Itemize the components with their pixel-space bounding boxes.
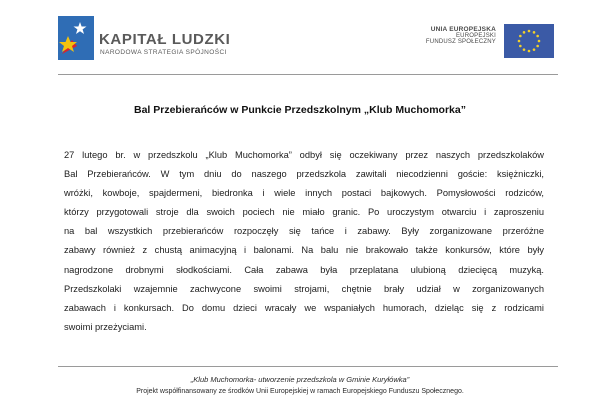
eu-star-icon: [519, 35, 522, 38]
body-line: którzy przygotowali stroje dla swoich pociech nie miało granic. Po uroczystym otwarciu i zaproszeniu: [64, 207, 544, 218]
eu-line-1: UNIA EUROPEJSKA: [430, 26, 496, 33]
header-divider: [58, 74, 558, 75]
eu-star-icon: [519, 45, 522, 48]
body-line: Przedszkolaki wzajemnie zachwycone swoimi strojami, chętnie brały udział w zorganizowanych: [64, 283, 544, 294]
footer-funding-note: Projekt współfinansowany ze środków Unii Europejskiej w ramach Europejskiego Funduszu Społecznego.: [136, 388, 464, 395]
eu-text-block: [426, 26, 496, 45]
body-line: zabawy również z chustą animacyjną i balonami. Na balu nie brakowało także konkursów, które były: [64, 245, 544, 256]
eu-star-icon: [536, 35, 539, 38]
eu-star-icon: [528, 50, 531, 53]
eu-line-2: EUROPEJSKI: [455, 33, 496, 39]
body-line: nagrodzone drobnymi słodkościami. Cała zabawa była przeplatana ulubioną dziecięcą muzyką.: [64, 264, 544, 275]
eu-star-icon: [533, 31, 536, 34]
eu-star-icon: [533, 48, 536, 51]
article-title: Bal Przebierańców w Punkcie Przedszkolnym „Klub Muchomorka”: [133, 104, 466, 116]
kapital-ludzki-title: KAPITAŁ LUDZKI: [99, 31, 231, 48]
eu-star-icon: [528, 30, 531, 33]
eu-star-icon: [523, 48, 526, 51]
eu-star-icon: [536, 45, 539, 48]
footer-project-title: „Klub Muchomorka- utworzenie przedszkola w Gminie Kuryłówka”: [190, 375, 410, 384]
footer-divider: [58, 366, 558, 367]
eu-flag-icon: [504, 24, 554, 58]
eu-star-icon: [523, 31, 526, 34]
body-line: Bal Przebierańców. W tym dniu do naszego przedszkola zawitali niecodzienni goście: księżniczki,: [64, 169, 544, 180]
body-line: wróżki, kowboje, spajdermeni, biedronka i wiele innych postaci bajkowych. Pomysłowości rodziców,: [64, 188, 544, 199]
body-line: na bal wszystkich przebierańców rozpoczęły się tańce i zabawy. Były zorganizowane przeróżne: [64, 226, 544, 237]
kapital-ludzki-logo-icon: [58, 16, 94, 60]
body-line: swoimi przeżyciami.: [64, 321, 147, 332]
eu-star-icon: [518, 40, 521, 43]
body-line: 27 lutego br. w przedszkolu „Klub Muchomorka” odbył się oczekiwany przez naszych przedszkolaków: [64, 150, 544, 160]
kapital-ludzki-subtitle: NARODOWA STRATEGIA SPÓJNOŚCI: [100, 49, 227, 56]
eu-line-3: FUNDUSZ SPOŁECZNY: [425, 39, 496, 45]
body-line: zabawach i konkursach. Do domu dzieci wracały we wspaniałych humorach, dzieląc się z rodzicami: [64, 302, 544, 313]
header: [0, 0, 600, 80]
article-body: [64, 146, 544, 337]
eu-star-icon: [538, 40, 541, 43]
